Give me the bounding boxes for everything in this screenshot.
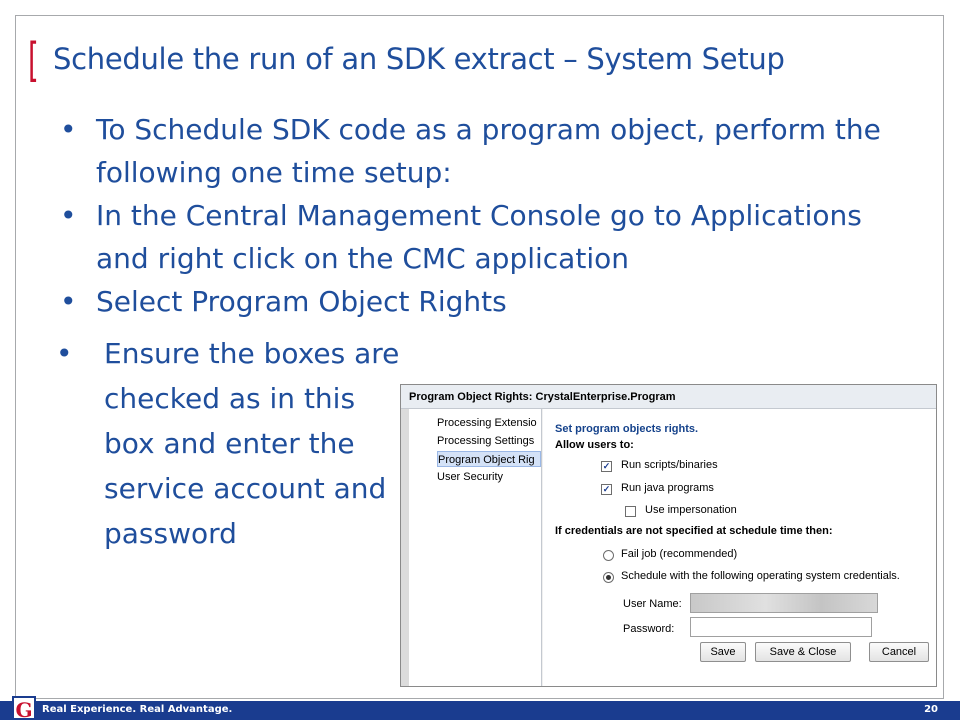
- nav-item-user-security[interactable]: User Security: [437, 471, 504, 483]
- bullet-list: [60, 108, 920, 323]
- save-close-button[interactable]: Save & Close: [755, 642, 851, 662]
- bullet-text: Select Program Object Rights: [96, 285, 507, 318]
- bullet-item-narrow: [56, 331, 402, 556]
- fail-job-radio[interactable]: [603, 550, 614, 561]
- username-input[interactable]: [690, 593, 878, 613]
- title-bracket: [: [28, 33, 39, 87]
- bullet-dot: •: [60, 113, 77, 146]
- nav-item-processing-extensions[interactable]: Processing Extensio: [437, 417, 537, 429]
- allow-users-label: Allow users to:: [555, 439, 634, 451]
- slide-title: Schedule the run of an SDK extract – System Setup: [53, 42, 785, 76]
- bullet-text: In the Central Management Console go to Applications and right click on the CMC application: [96, 199, 862, 275]
- nav-scroll-strip: [401, 409, 409, 686]
- run-scripts-checkbox[interactable]: ✓: [602, 461, 611, 471]
- username-label: User Name:: [623, 598, 682, 610]
- save-button[interactable]: Save: [700, 642, 746, 662]
- bullet-dot: •: [60, 199, 77, 232]
- use-impersonation-checkbox[interactable]: [625, 506, 636, 517]
- bullet-item: [60, 280, 920, 323]
- dialog-content: [543, 409, 936, 686]
- schedule-credentials-radio[interactable]: [603, 572, 614, 583]
- password-label: Password:: [623, 623, 675, 635]
- credentials-label: If credentials are not specified at schedule time then:: [555, 525, 833, 537]
- cancel-button[interactable]: Cancel: [869, 642, 929, 662]
- schedule-credentials-label: Schedule with the following operating system credentials.: [621, 570, 900, 582]
- footer-tagline: Real Experience. Real Advantage.: [42, 704, 233, 715]
- bullet-item: [60, 108, 920, 194]
- nav-item-program-object-rights[interactable]: Program Object Rig: [437, 451, 541, 467]
- bullet-dot: •: [56, 337, 73, 370]
- dialog-nav-panel: [401, 409, 542, 686]
- rights-heading: Set program objects rights.: [555, 423, 699, 435]
- run-scripts-label: Run scripts/binaries: [621, 459, 718, 471]
- page-number: 20: [924, 704, 938, 715]
- fail-job-label: Fail job (recommended): [621, 548, 738, 560]
- nav-item-processing-settings[interactable]: Processing Settings: [437, 435, 535, 447]
- dialog-title: Program Object Rights: CrystalEnterprise.Program: [401, 385, 936, 409]
- run-java-checkbox[interactable]: ✓: [602, 484, 611, 494]
- program-object-rights-dialog: [400, 384, 937, 687]
- use-impersonation-label: Use impersonation: [645, 504, 737, 516]
- password-input[interactable]: [690, 617, 872, 637]
- bullet-dot: •: [60, 285, 77, 318]
- run-java-label: Run java programs: [621, 482, 714, 494]
- footer-bar: [0, 698, 960, 722]
- bullet-text: To Schedule SDK code as a program object, perform the following one time setup:: [96, 113, 881, 189]
- bullet-text: Ensure the boxes are checked as in this box and enter the service account and password: [104, 337, 400, 550]
- logo: G: [12, 696, 36, 720]
- bullet-item: [60, 194, 920, 280]
